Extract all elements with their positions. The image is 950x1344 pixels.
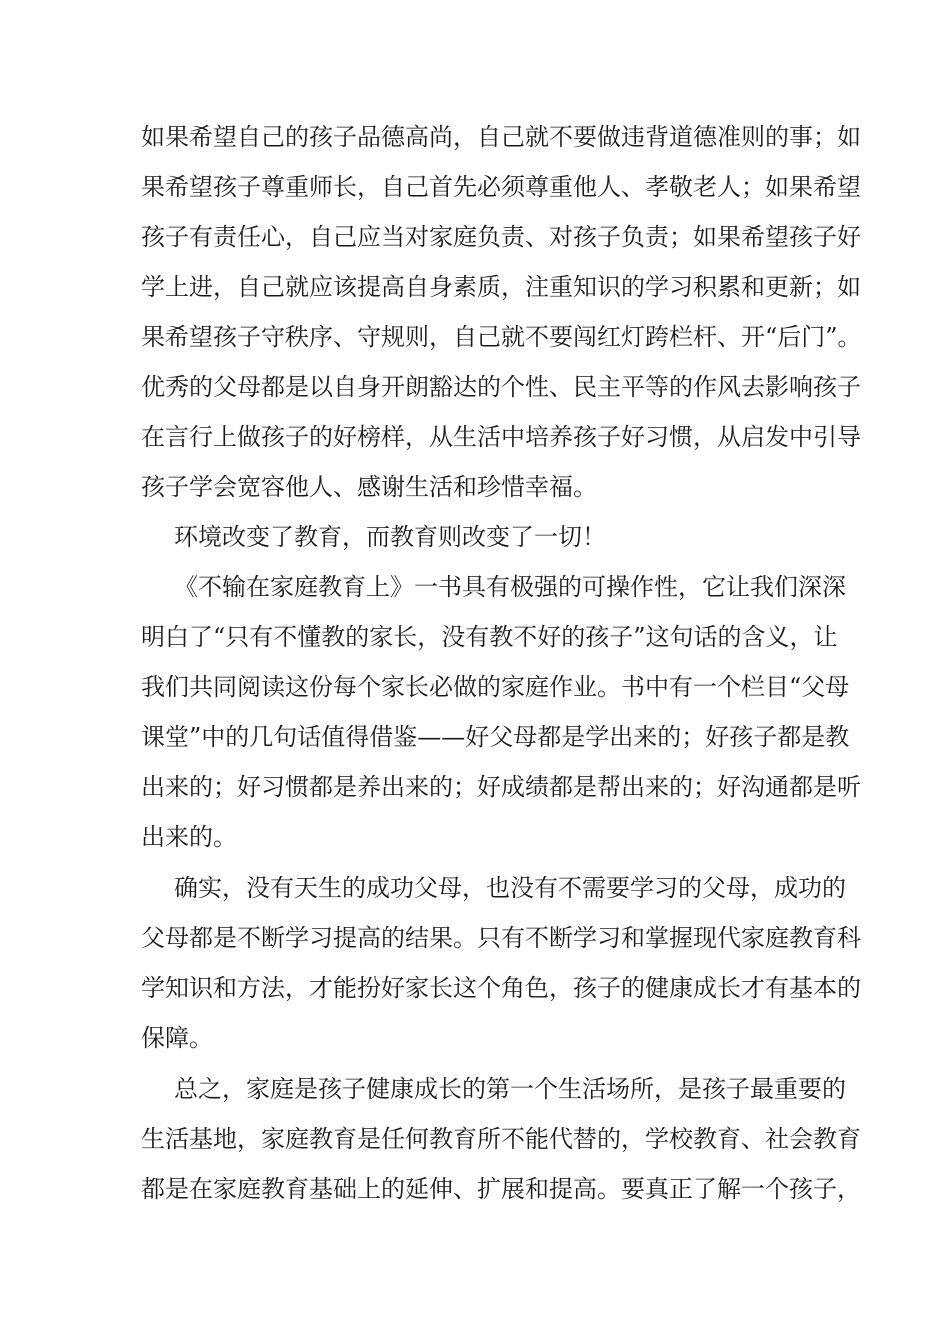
text-line: 保障。 bbox=[141, 1024, 213, 1052]
text-line: 环境改变了教育，而教育则改变了一切！ bbox=[174, 523, 606, 551]
text-line: 总之，家庭是孩子健康成长的第一个生活场所，是孩子最重要的 bbox=[174, 1075, 846, 1103]
text-line: 学知识和方法，才能扮好家长这个角色，孩子的健康成长才有基本的 bbox=[141, 974, 861, 1002]
text-line: 《不输在家庭教育上》一书具有极强的可操作性，它让我们深深 bbox=[174, 573, 846, 601]
text-line: 果希望孩子守秩序、守规则，自己就不要闯红灯跨栏杆、开“后门”。 bbox=[141, 323, 862, 351]
text-line: 出来的；好习惯都是养出来的；好成绩都是帮出来的；好沟通都是听 bbox=[141, 773, 861, 801]
text-line: 我们共同阅读这份每个家长必做的家庭作业。书中有一个栏目“父母 bbox=[141, 673, 850, 701]
text-line: 都是在家庭教育基础上的延伸、扩展和提高。要真正了解一个孩子， bbox=[141, 1175, 861, 1203]
text-line: 父母都是不断学习提高的结果。只有不断学习和掌握现代家庭教育科 bbox=[141, 924, 861, 952]
text-line: 孩子有责任心，自己应当对家庭负责、对孩子负责；如果希望孩子好 bbox=[141, 223, 861, 251]
text-line: 果希望孩子尊重师长，自己首先必须尊重他人、孝敬老人；如果希望 bbox=[141, 173, 861, 201]
text-line: 明白了“只有不懂教的家长，没有教不好的孩子”这句话的含义，让 bbox=[141, 623, 838, 651]
text-line: 课堂”中的几句话值得借鉴——好父母都是学出来的；好孩子都是教 bbox=[141, 723, 850, 751]
text-line: 出来的。 bbox=[141, 823, 237, 851]
text-line: 生活基地，家庭教育是任何教育所不能代替的，学校教育、社会教育 bbox=[141, 1125, 861, 1153]
text-line: 孩子学会宽容他人、感谢生活和珍惜幸福。 bbox=[141, 473, 597, 501]
text-line: 确实，没有天生的成功父母，也没有不需要学习的父母，成功的 bbox=[174, 874, 846, 902]
text-line: 学上进，自己就应该提高自身素质，注重知识的学习积累和更新；如 bbox=[141, 273, 861, 301]
text-line: 如果希望自己的孩子品德高尚，自己就不要做违背道德准则的事；如 bbox=[141, 123, 861, 151]
text-line: 在言行上做孩子的好榜样，从生活中培养孩子好习惯，从启发中引导 bbox=[141, 423, 861, 451]
text-line: 优秀的父母都是以自身开朗豁达的个性、民主平等的作风去影响孩子 bbox=[141, 373, 861, 401]
